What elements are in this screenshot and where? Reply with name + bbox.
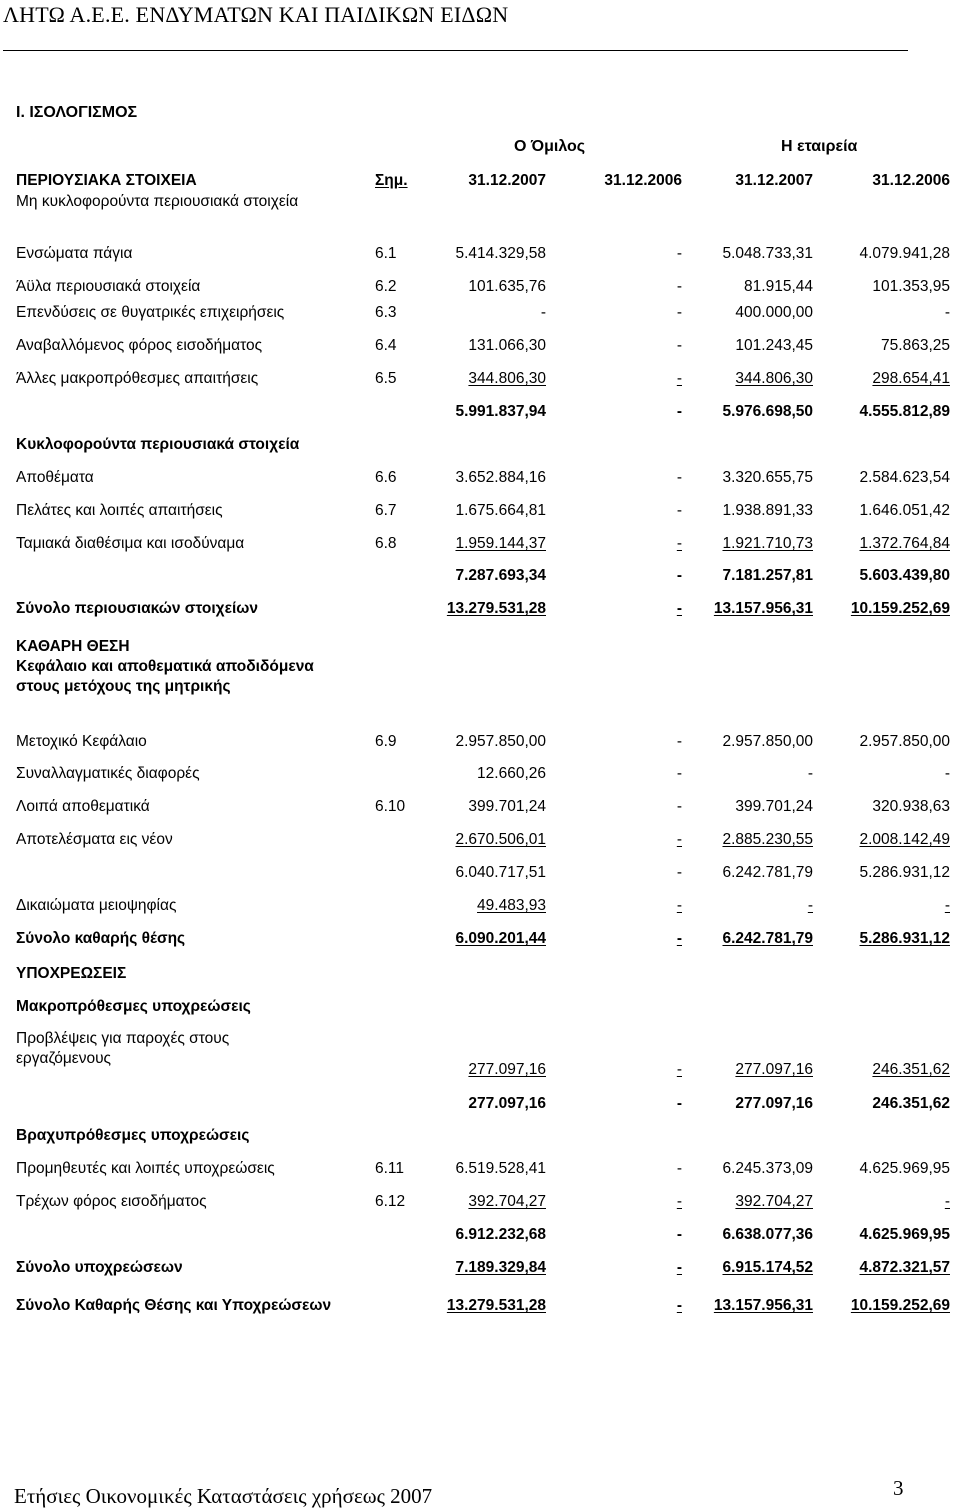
company-2006-value: 4.872.321,57 [859,1259,950,1276]
row-label: Δικαιώματα μειοψηφίας [16,897,177,914]
company-2007-value: 392.704,27 [735,1193,813,1210]
group-2006-value: - [676,245,682,262]
company-2007-value: 6.915.174,52 [722,1259,813,1276]
group-2007-value: 31.12.2007 [468,172,546,189]
group-2007-value: 6.090.201,44 [455,930,546,947]
group-2007-value: 1.675.664,81 [455,502,546,519]
row-label: Προμηθευτές και λοιπές υποχρεώσεις [16,1160,275,1177]
company-2007-value: 277.097,16 [735,1095,813,1112]
group-heading: Ο Όμιλος [514,138,586,155]
company-2007-value: 6.242.781,79 [722,864,813,881]
note-ref: 6.10 [375,798,406,815]
group-2007-value: 49.483,93 [477,897,546,914]
row-label: Σύνολο καθαρής θέσης [16,930,186,947]
group-2006-value: - [676,1095,682,1112]
note-ref: 6.7 [375,502,397,519]
company-2006-value: 5.286.931,12 [859,864,950,881]
group-2007-value: 5.991.837,94 [455,403,546,420]
section-title: Ι. ΙΣΟΛΟΓΙΣΜΟΣ [16,104,138,121]
company-2006-value: 2.957.850,00 [859,733,950,750]
company-2006-value: 4.555.812,89 [859,403,950,420]
group-2006-value: - [676,278,682,295]
group-2006-value: - [676,733,682,750]
group-2006-value: - [676,930,682,947]
group-2006-value: - [676,1160,682,1177]
note-ref: 6.4 [375,337,397,354]
row-label: Πελάτες και λοιπές απαιτήσεις [16,502,223,519]
note-ref: 6.11 [375,1160,405,1177]
row-label: Κυκλοφορούντα περιουσιακά στοιχεία [16,436,300,453]
group-2007-value: 12.660,26 [477,765,546,782]
group-2007-value: 13.279.531,28 [446,1297,546,1314]
group-2007-value: 7.189.329,84 [455,1259,546,1276]
row-label: Αποθέματα [16,469,94,486]
company-2007-value: 3.320.655,75 [722,469,813,486]
company-2007-value: 13.157.956,31 [713,600,813,617]
group-2007-value: 3.652.884,16 [455,469,546,486]
row-label: Άλλες μακροπρόθεσμες απαιτήσεις [16,370,259,387]
company-2006-value: - [944,897,950,914]
company-header: ΛΗΤΩ Α.Ε.Ε. ΕΝΔΥΜΑΤΩΝ ΚΑΙ ΠΑΙΔΙΚΩΝ ΕΙΔΩΝ [3,2,509,27]
group-2007-value: 392.704,27 [468,1193,546,1210]
company-2006-value: 4.625.969,95 [859,1160,950,1177]
company-2006-value: 4.625.969,95 [859,1226,950,1243]
note-ref: 6.1 [375,245,397,262]
group-2007-value: 277.097,16 [468,1061,546,1078]
group-2006-value: - [676,1259,682,1276]
group-2007-value: 5.414.329,58 [455,245,546,262]
note-ref: 6.5 [375,370,397,387]
row-label: Συναλλαγματικές διαφορές [16,765,200,782]
group-2006-value: - [676,600,682,617]
row-label: ΠΕΡΙΟΥΣΙΑΚΑ ΣΤΟΙΧΕΙΑ [16,172,197,189]
group-2007-value: 7.287.693,34 [455,567,546,584]
group-2006-value: - [676,798,682,815]
row-label: Μετοχικό Κεφάλαιο [16,733,147,750]
note-ref: 6.12 [375,1193,406,1210]
row-label: Μη κυκλοφορούντα περιουσιακά στοιχεία [16,193,299,210]
row-label: ΥΠΟΧΡΕΩΣΕΙΣ [16,965,127,982]
company-2007-value: 5.976.698,50 [722,403,813,420]
group-2007-value: 101.635,76 [468,278,546,295]
row-label: Βραχυπρόθεσμες υποχρεώσεις [16,1127,250,1144]
group-2006-value: - [676,502,682,519]
row-label: Ενσώματα πάγια [16,245,133,262]
company-2006-value: - [944,765,950,782]
company-2006-value: 101.353,95 [872,278,950,295]
note-ref: Σημ. [375,172,408,189]
company-2007-value: 400.000,00 [735,304,813,321]
company-2006-value: 246.351,62 [872,1061,950,1078]
company-2007-value: 6.242.781,79 [722,930,813,947]
group-2007-value: 13.279.531,28 [446,600,546,617]
company-2006-value: 2.008.142,49 [859,831,950,848]
company-2007-value: 6.245.373,09 [722,1160,813,1177]
row-label: Κεφάλαιο και αποθεματικά αποδιδόμενα στους μετόχους της μητρικής [16,658,314,695]
company-2007-value: 6.638.077,36 [722,1226,813,1243]
group-2006-value: - [676,1061,682,1078]
note-ref: 6.9 [375,733,397,750]
row-label: Αποτελέσματα εις νέον [16,831,173,848]
group-2006-value: - [676,370,682,387]
group-2006-value: - [676,864,682,881]
row-label: Αναβαλλόμενος φόρος εισοδήματος [16,337,263,354]
company-2006-value: 31.12.2006 [872,172,950,189]
note-ref: 6.6 [375,469,397,486]
company-2007-value: 2.885.230,55 [722,831,813,848]
note-ref: 6.2 [375,278,397,295]
company-2006-value: 1.372.764,84 [859,535,950,552]
company-2007-value: 1.921.710,73 [722,535,813,552]
company-2007-value: - [807,897,813,914]
company-2006-value: 5.603.439,80 [859,567,950,584]
group-2006-value: - [676,567,682,584]
company-2006-value: 10.159.252,69 [850,600,950,617]
company-2006-value: 75.863,25 [881,337,950,354]
group-2006-value: 31.12.2006 [604,172,682,189]
company-2007-value: 1.938.891,33 [722,502,813,519]
group-2006-value: - [676,337,682,354]
company-2007-value: 101.243,45 [735,337,813,354]
company-2007-value: 5.048.733,31 [722,245,813,262]
company-2007-value: 7.181.257,81 [722,567,813,584]
row-label: Προβλέψεις για παροχές στους εργαζόμενους [16,1030,230,1067]
group-2007-value: 6.912.232,68 [455,1226,546,1243]
group-2007-value: 277.097,16 [468,1095,546,1112]
row-label: Σύνολο Καθαρής Θέσης και Υποχρεώσεων [16,1297,332,1314]
row-label: Άϋλα περιουσιακά στοιχεία [16,278,201,295]
group-2006-value: - [676,765,682,782]
company-2007-value: 2.957.850,00 [722,733,813,750]
group-2007-value: 399.701,24 [468,798,546,815]
company-2006-value: 10.159.252,69 [850,1297,950,1314]
note-ref: 6.3 [375,304,397,321]
group-2006-value: - [676,897,682,914]
group-2006-value: - [676,403,682,420]
group-2006-value: - [676,1226,682,1243]
group-2007-value: 6.519.528,41 [455,1160,546,1177]
company-2006-value: 5.286.931,12 [859,930,950,947]
company-2006-value: 246.351,62 [872,1095,950,1112]
group-2007-value: 344.806,30 [468,370,546,387]
group-2007-value: 6.040.717,51 [455,864,546,881]
row-label: Επενδύσεις σε θυγατρικές επιχειρήσεις [16,304,285,321]
group-2006-value: - [676,1193,682,1210]
page-number: 3 [893,1476,904,1500]
company-2006-value: 2.584.623,54 [859,469,950,486]
company-2006-value: 298.654,41 [872,370,950,387]
row-label: Σύνολο περιουσιακών στοιχείων [16,600,258,617]
company-2007-value: 81.915,44 [744,278,813,295]
note-ref: 6.8 [375,535,397,552]
group-2006-value: - [676,469,682,486]
company-2007-value: 344.806,30 [735,370,813,387]
company-2007-value: - [807,765,813,782]
company-2007-value: 399.701,24 [735,798,813,815]
company-heading: Η εταιρεία [781,138,858,155]
row-label: Ταμιακά διαθέσιμα και ισοδύναμα [16,535,245,552]
row-label: Λοιπά αποθεματικά [16,798,150,815]
row-label: Σύνολο υποχρεώσεων [16,1259,183,1276]
company-2006-value: 1.646.051,42 [859,502,950,519]
group-2006-value: - [676,304,682,321]
group-2007-value: - [540,304,546,321]
company-2007-value: 277.097,16 [735,1061,813,1078]
row-label: ΚΑΘΑΡΗ ΘΕΣΗ [16,638,130,655]
group-2007-value: 2.670.506,01 [455,831,546,848]
group-2006-value: - [676,831,682,848]
footer-title: Ετήσιες Οικονομικές Καταστάσεις χρήσεως 2007 [14,1484,433,1508]
company-2006-value: 320.938,63 [872,798,950,815]
company-2007-value: 31.12.2007 [735,172,813,189]
group-2007-value: 131.066,30 [468,337,546,354]
company-2006-value: - [944,1193,950,1210]
company-2007-value: 13.157.956,31 [713,1297,813,1314]
row-label: Μακροπρόθεσμες υποχρεώσεις [16,998,251,1015]
group-2006-value: - [676,1297,682,1314]
group-2007-value: 2.957.850,00 [455,733,546,750]
row-label: Τρέχων φόρος εισοδήματος [16,1193,207,1210]
company-2006-value: 4.079.941,28 [859,245,950,262]
group-2006-value: - [676,535,682,552]
group-2007-value: 1.959.144,37 [455,535,546,552]
company-2006-value: - [944,304,950,321]
